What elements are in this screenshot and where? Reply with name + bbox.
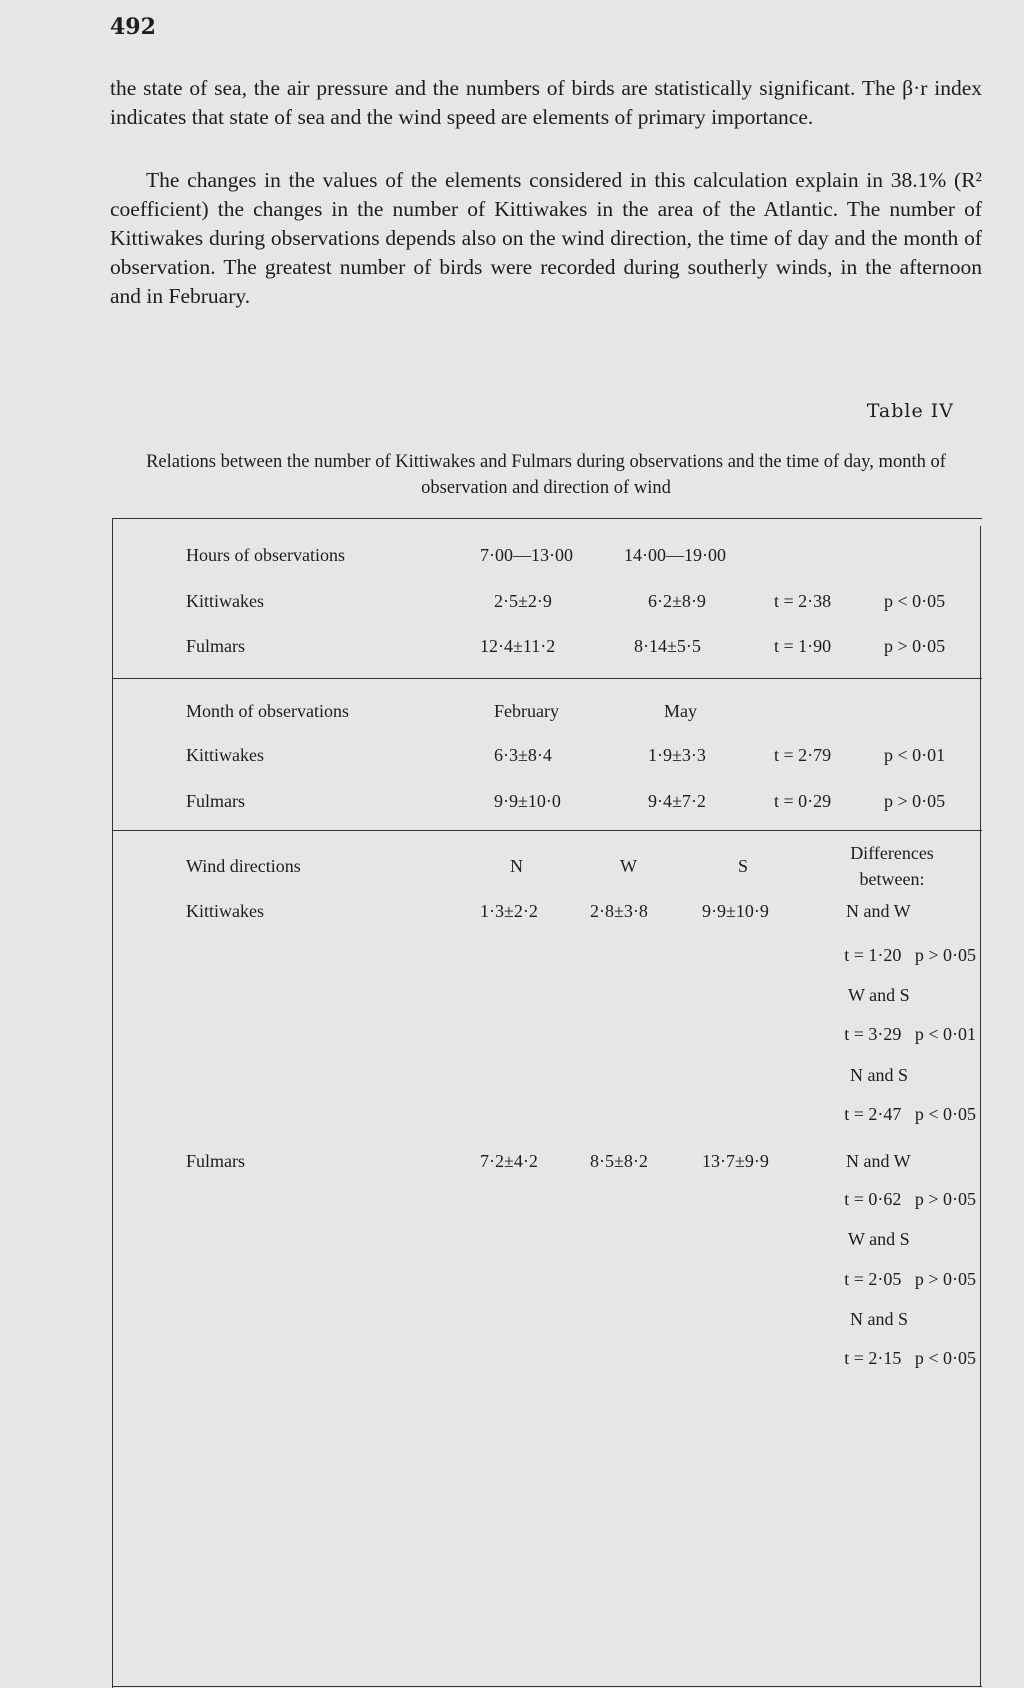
row-value-1: 12·4±11·2 <box>480 636 556 656</box>
hours-col2: 14·00—19·00 <box>624 545 726 565</box>
row-value-1: 9·9±10·0 <box>494 791 561 811</box>
wind-col-w: W <box>620 856 637 876</box>
row-t: t = 1·90 <box>774 636 832 656</box>
section-rule-2 <box>112 830 982 831</box>
table-top-rule <box>112 518 982 519</box>
paragraph-1: the state of sea, the air pressure and the numbers of birds are statistically significant. The β·r index indicates that state of sea and the wind speed are elements of primary importance. <box>110 76 982 129</box>
row-value-1: 2·5±2·9 <box>494 591 552 611</box>
row-label: Kittiwakes <box>186 591 264 611</box>
row-value-2: 6·2±8·9 <box>648 591 706 611</box>
paragraph-2: The changes in the values of the elements considered in this calculation explain in 38.1% (R² coefficient) the changes in the number of Kittiwakes in the area of the Atlantic. The number of Kittiwakes during observations depends also on the wind direction, the time of day and the month of observation. The greatest number of birds were recorded during southerly winds, in the afternoon and in February. <box>110 168 982 308</box>
month-col2: May <box>664 701 697 721</box>
diff-pair: N and W <box>846 901 911 921</box>
table-bottom-rule <box>112 1686 982 1687</box>
table-caption: Relations between the number of Kittiwakes and Fulmars during observations and the time of day, month of observation and direction of wind <box>146 452 946 498</box>
row-p: p < 0·05 <box>884 591 946 611</box>
row-label: Fulmars <box>186 1151 246 1171</box>
wind-value-w: 2·8±3·8 <box>590 901 648 921</box>
row-value-2: 9·4±7·2 <box>648 791 706 811</box>
diff-pair: W and S <box>848 1229 910 1249</box>
wind-header: Wind directions <box>186 856 301 876</box>
hours-col1: 7·00—13·00 <box>480 545 573 565</box>
row-p: p > 0·05 <box>884 791 946 811</box>
hours-header: Hours of observations <box>186 545 345 565</box>
wind-value-s: 13·7±9·9 <box>702 1151 769 1171</box>
diff-pair: N and W <box>846 1151 911 1171</box>
row-t: t = 2·79 <box>774 745 832 765</box>
row-value-1: 6·3±8·4 <box>494 745 552 765</box>
diff-stat: t = 2·05 p > 0·05 <box>844 1269 976 1289</box>
diff-pair: W and S <box>848 985 910 1005</box>
month-col1: February <box>494 701 559 721</box>
wind-col-n: N <box>510 856 523 876</box>
month-header: Month of observations <box>186 701 349 721</box>
wind-value-n: 7·2±4·2 <box>480 1151 538 1171</box>
diff-stat: t = 0·62 p > 0·05 <box>844 1189 976 1209</box>
diff-stat: t = 1·20 p > 0·05 <box>844 945 976 965</box>
row-t: t = 0·29 <box>774 791 832 811</box>
row-p: p > 0·05 <box>884 636 946 656</box>
page-number: 492 <box>110 14 156 40</box>
diff-stat: t = 2·47 p < 0·05 <box>844 1104 976 1124</box>
row-p: p < 0·01 <box>884 745 946 765</box>
row-label: Kittiwakes <box>186 745 264 765</box>
wind-value-n: 1·3±2·2 <box>480 901 538 921</box>
diff-pair: N and S <box>850 1309 908 1329</box>
wind-value-s: 9·9±10·9 <box>702 901 769 921</box>
row-value-2: 8·14±5·5 <box>634 636 701 656</box>
row-label: Kittiwakes <box>186 901 264 921</box>
wind-diff-header: Differences between: <box>850 843 934 889</box>
diff-stat: t = 2·15 p < 0·05 <box>844 1348 976 1368</box>
row-t: t = 2·38 <box>774 591 832 611</box>
diff-stat: t = 3·29 p < 0·01 <box>844 1024 976 1044</box>
row-label: Fulmars <box>186 791 246 811</box>
wind-value-w: 8·5±8·2 <box>590 1151 648 1171</box>
table-label: Table IV <box>866 400 954 422</box>
row-label: Fulmars <box>186 636 246 656</box>
diff-pair: N and S <box>850 1065 908 1085</box>
table-left-border <box>112 518 113 1688</box>
section-rule-1 <box>112 678 982 679</box>
table-right-border <box>980 526 981 1686</box>
wind-col-s: S <box>738 856 749 876</box>
row-value-2: 1·9±3·3 <box>648 745 706 765</box>
